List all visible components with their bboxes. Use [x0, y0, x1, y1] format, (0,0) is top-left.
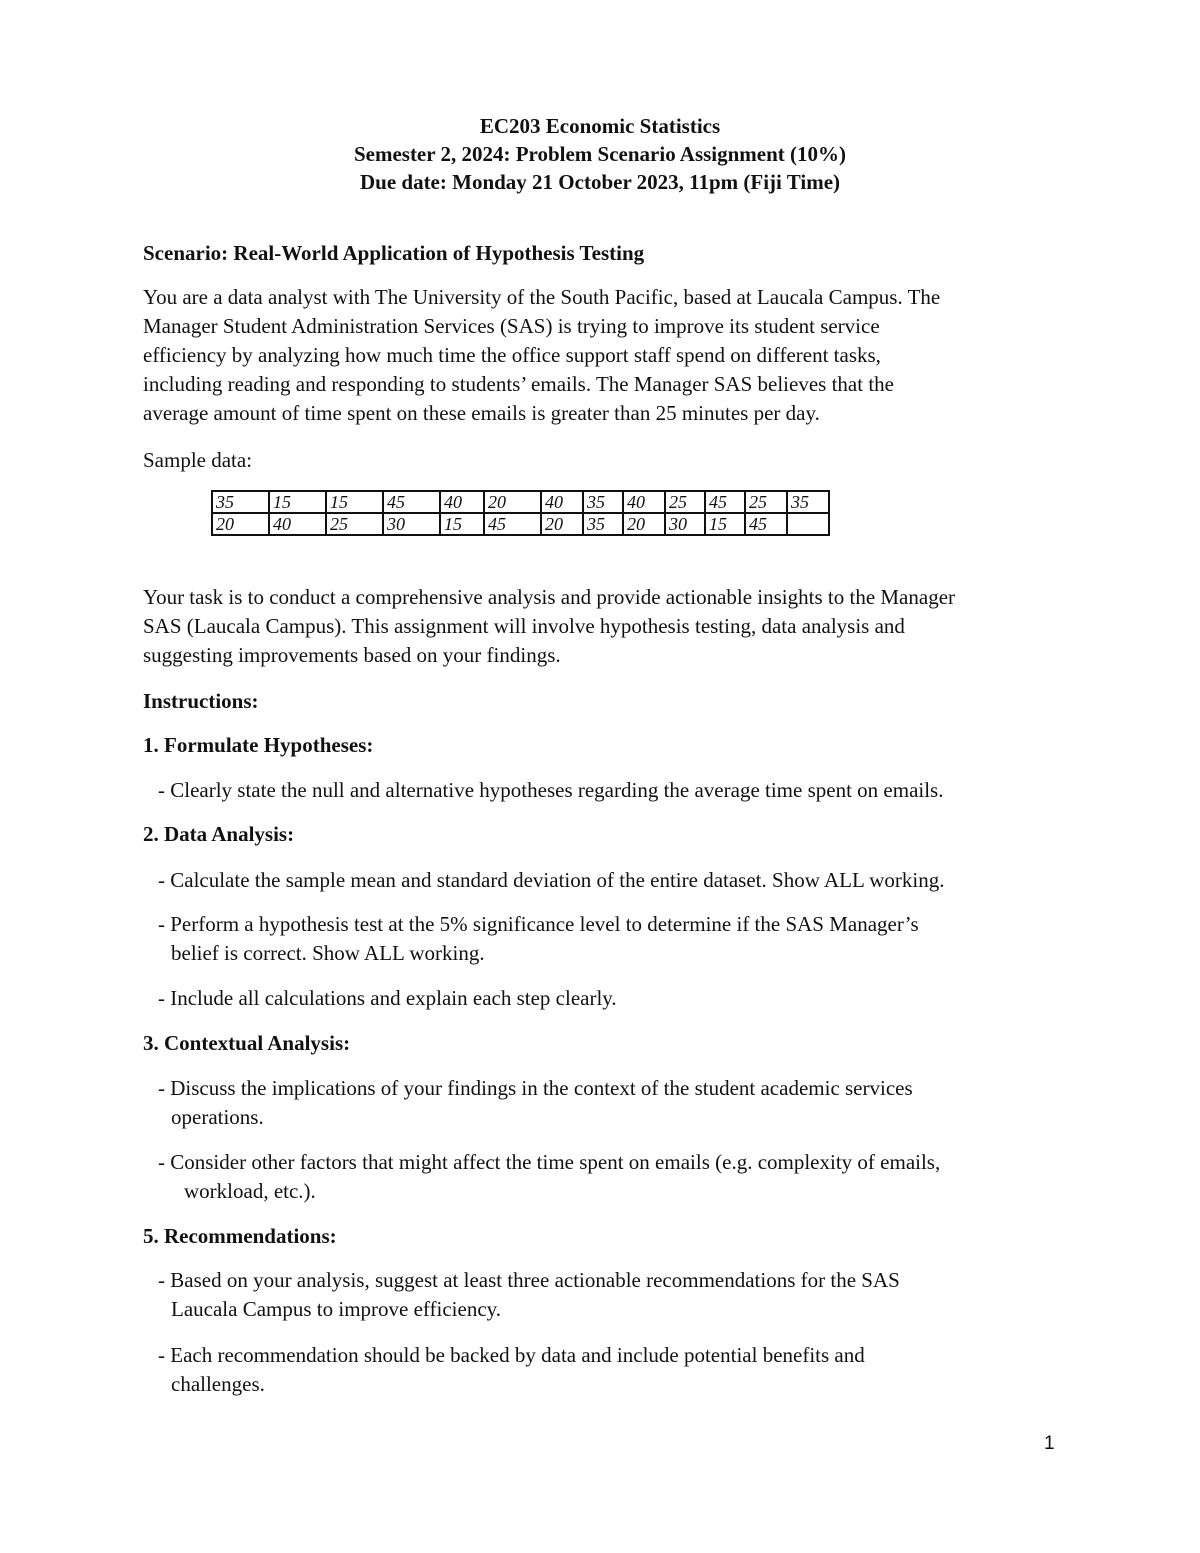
- sample-cell: 25: [326, 513, 383, 535]
- course-title: EC203 Economic Statistics: [479, 114, 721, 138]
- bullet-item: - Discuss the implications of your findings in the context of the student academic services operations.: [158, 1076, 913, 1129]
- sample-row: [212, 513, 829, 535]
- sample-cell: 45: [383, 491, 440, 513]
- sample-cell: 35: [583, 513, 623, 535]
- sample-row: [212, 491, 829, 513]
- sample-cell: 20: [623, 513, 665, 535]
- task-line: Your task is to conduct a comprehensive analysis and provide actionable insights to the Manager: [143, 585, 956, 609]
- assignment-title: Semester 2, 2024: Problem Scenario Assignment (10%): [353, 142, 847, 166]
- bullet-item: - Consider other factors that might affect the time spent on emails (e.g. complexity of emails, workload, etc.).: [158, 1150, 941, 1203]
- sample-cell: 35: [787, 491, 829, 513]
- page-number: 1: [1044, 1433, 1055, 1454]
- scenario-line: efficiency by analyzing how much time the office support staff spend on different tasks,: [143, 343, 881, 367]
- sample-cell: 20: [484, 491, 541, 513]
- bullet-item: - Clearly state the null and alternative hypotheses regarding the average time spent on emails.: [158, 778, 944, 802]
- sample-cell: 40: [541, 491, 583, 513]
- sample-cell: 20: [212, 513, 269, 535]
- sample-cell: 15: [440, 513, 484, 535]
- sample-cell: 15: [705, 513, 745, 535]
- scenario-title: Scenario: Real-World Application of Hypothesis Testing: [143, 241, 645, 265]
- scenario-line: You are a data analyst with The University of the South Pacific, based at Laucala Campus. The: [143, 285, 941, 309]
- bullet-item: - Calculate the sample mean and standard deviation of the entire dataset. Show ALL working.: [158, 868, 945, 892]
- section-recommendations: 5. Recommendations:: [143, 1224, 337, 1248]
- sample-cell: 40: [440, 491, 484, 513]
- task-line: SAS (Laucala Campus). This assignment will involve hypothesis testing, data analysis and: [143, 614, 905, 638]
- sample-cell: 40: [623, 491, 665, 513]
- sample-cell: 25: [665, 491, 705, 513]
- section-data-analysis: 2. Data Analysis:: [143, 822, 295, 846]
- sample-cell: 45: [705, 491, 745, 513]
- bullet-item: - Perform a hypothesis test at the 5% significance level to determine if the SAS Manager’s belief is correct. Show ALL working.: [158, 912, 919, 965]
- bullet-item: - Based on your analysis, suggest at least three actionable recommendations for the SAS Laucala Campus to improve efficiency.: [158, 1268, 900, 1321]
- section-contextual-analysis: 3. Contextual Analysis:: [143, 1031, 351, 1055]
- sample-cell: 35: [583, 491, 623, 513]
- sample-cell: 15: [269, 491, 326, 513]
- document-header: [0, 112, 1200, 196]
- sample-cell: 15: [326, 491, 383, 513]
- sample-data-table: [211, 490, 830, 536]
- section-formulate-hypotheses: 1. Formulate Hypotheses:: [143, 733, 374, 757]
- scenario-line: including reading and responding to students’ emails. The Manager SAS believes that the: [143, 372, 894, 396]
- task-line: suggesting improvements based on your findings.: [143, 643, 561, 667]
- scenario-line: average amount of time spent on these emails is greater than 25 minutes per day.: [143, 401, 820, 425]
- scenario-paragraph: [143, 283, 1063, 428]
- sample-cell: 45: [745, 513, 787, 535]
- sample-cell: 20: [541, 513, 583, 535]
- scenario-line: Manager Student Administration Services (SAS) is trying to improve its student service: [143, 314, 880, 338]
- sample-cell: 30: [665, 513, 705, 535]
- bullet-item: - Include all calculations and explain each step clearly.: [158, 986, 617, 1010]
- sample-cell: 35: [212, 491, 269, 513]
- due-date: Due date: Monday 21 October 2023, 11pm (Fiji Time): [359, 170, 841, 194]
- sample-cell: [787, 513, 829, 535]
- sample-data-label: Sample data:: [143, 448, 253, 472]
- bullet-item: - Each recommendation should be backed by data and include potential benefits and challenges.: [158, 1343, 865, 1396]
- instructions-heading: Instructions:: [143, 689, 259, 713]
- sample-cell: 45: [484, 513, 541, 535]
- sample-cell: 30: [383, 513, 440, 535]
- task-paragraph: [143, 583, 1063, 670]
- sample-cell: 40: [269, 513, 326, 535]
- sample-cell: 25: [745, 491, 787, 513]
